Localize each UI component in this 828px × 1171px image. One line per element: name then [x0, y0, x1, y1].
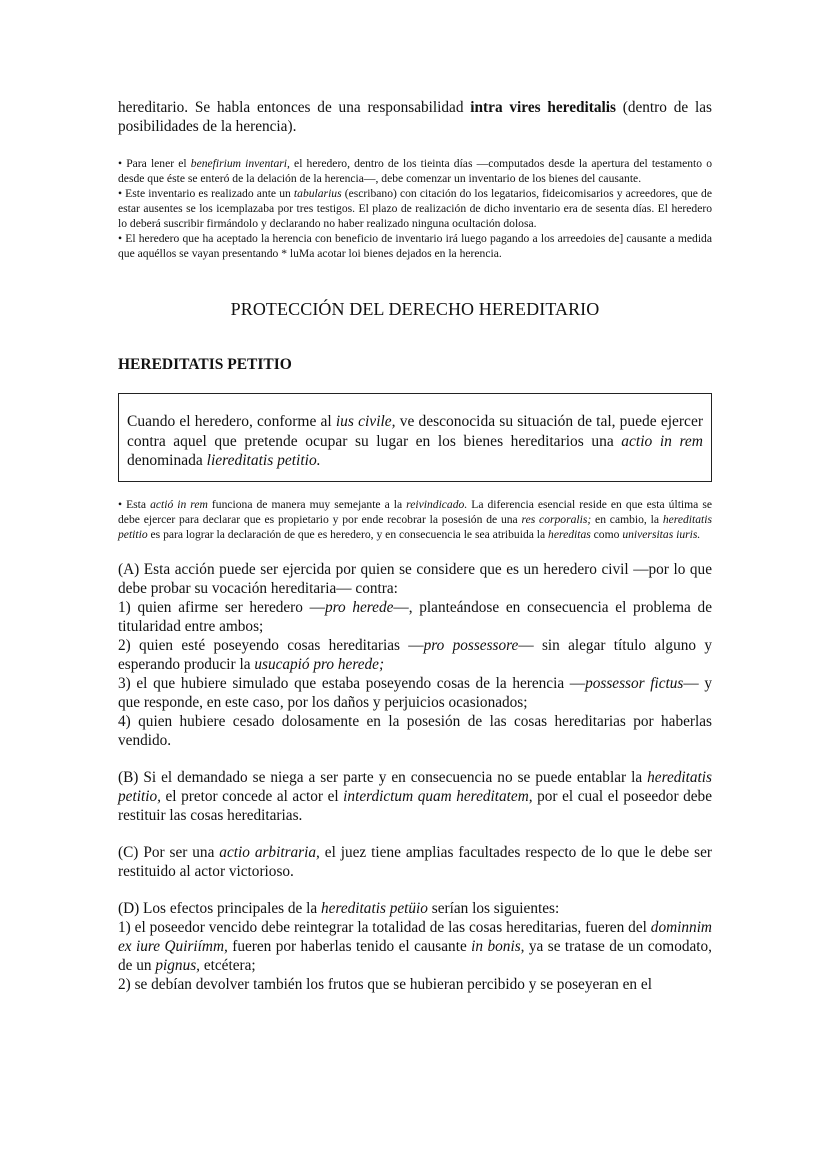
bullet-list [118, 156, 712, 261]
section-d-item-2: 2) se debían devolver también los frutos que se hubieran percibido y se poseyeran en el [118, 975, 652, 993]
intro-text: hereditario. Se habla entonces de una responsabilidad [118, 99, 471, 116]
document-page [118, 96, 712, 994]
bullet-item-2: • Este inventario es realizado ante un tabularius (escribano) con citación do los legatarios, fideicomisarios y acreedores, que de estar ausentes se los icemplazaba por tres testigos. El plazo de realización de dicho inventario era de sesenta días. El heredero lo deberá suscribir firmándolo y declarando no haber realizado ninguna ocultación dolosa. [118, 187, 712, 230]
intro-text-end: (dentro de las posibilidades de la herencia). [118, 99, 712, 135]
bullet-item-3: • El heredero que ha aceptado la herencia con beneficio de inventario irá luego pagando a los arreedoies de] causante a medida que aquéllos se vayan presentando * luMa acotar loi bienes dejados en la herencia. [118, 232, 712, 260]
intro-paragraph [118, 98, 712, 136]
section-a-lead: (A) Esta acción puede ser ejercida por quien se considere que es un heredero civil —por lo que debe probar su vocación hereditaria— contra: [118, 560, 712, 597]
section-d [118, 899, 712, 994]
section-a [118, 560, 712, 750]
subheading: HEREDITATIS PETITIO [118, 356, 292, 373]
bullet-item-1: • Para lener el benefirium inventari, el heredero, dentro de los tieinta días —computados desde la apertura del testamento o desde que éste se enteró de la delación de la herencia—, debe comenzar un inventario de los bienes del causante. [118, 157, 712, 185]
intro-bold-term: intra vires hereditalis [470, 99, 616, 116]
section-a-item-3: 3) el que hubiere simulado que estaba poseyendo cosas de la herencia —possessor fictus— y que responde, en este caso, por los daños y perjuicios ocasionados; [118, 674, 712, 711]
section-a-item-1: 1) quien afirme ser heredero —pro herede—, planteándose en consecuencia el problema de titularidad entre ambos; [118, 598, 712, 635]
section-a-item-2: 2) quien esté poseyendo cosas hereditarias —pro possessore— sin alegar título alguno y esperando producir la usucapió pro herede; [118, 636, 712, 673]
section-d-item-1: 1) el poseedor vencido debe reintegrar la totalidad de las cosas hereditarias, fueren del dominnim ex iure Quiriímm, fueren por haberlas tenido el causante in bonis, ya se tratase de un comodato, de un pignus, etcétera; [118, 918, 712, 974]
note-paragraph: • Esta actió in rem funciona de manera muy semejante a la reivindicado. La diferencia esencial reside en que esta última se debe ejercer para declarar que es propietario y por ende recobrar la posesión de una res corporalis; en cambio, la hereditatis petitio es para lograr la declaración de que es heredero, y en consecuencia le sea atribuida la hereditas como universitas iuris. [118, 497, 712, 541]
definition-text: Cuando el heredero, conforme al ius civile, ve desconocida su situación de tal, puede ejercer contra aquel que pretende ocupar su lugar en los bienes hereditarios una actio in rem denominada liereditatis petitio. [127, 413, 703, 469]
section-c: (C) Por ser una actio arbitraria, el juez tiene amplias facultades respecto de lo que le debe ser restituido al actor victorioso. [118, 843, 712, 880]
section-a-item-4: 4) quien hubiere cesado dolosamente en la posesión de las cosas hereditarias por haberlas vendido. [118, 712, 712, 749]
section-title: PROTECCIÓN DEL DERECHO HEREDITARIO [230, 299, 600, 319]
section-b: (B) Si el demandado se niega a ser parte y en consecuencia no se puede entablar la hereditatis petitio, el pretor concede al actor el interdictum quam hereditatem, por el cual el poseedor debe restituir las cosas hereditarias. [118, 768, 712, 824]
definition-box [118, 393, 712, 482]
section-d-lead: (D) Los efectos principales de la hereditatis petüio serían los siguientes: [118, 899, 560, 917]
